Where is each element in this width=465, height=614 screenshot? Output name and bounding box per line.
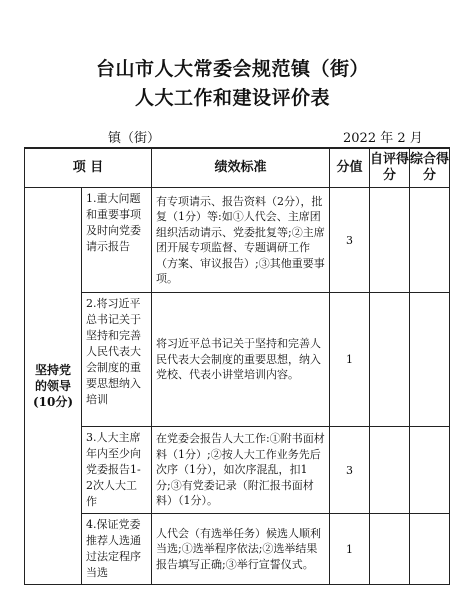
table-row — [25, 514, 450, 585]
self-score-cell — [370, 427, 410, 514]
title-line-2: 人大工作和建设评价表 — [134, 87, 330, 109]
standard-cell: 将习近平总书记关于坚持和完善人民代表大会制度的重要思想，纳入党校、代表小讲堂培训内容。 — [152, 293, 330, 427]
item-cell: 3.人大主席年内至少向党委报告1-2次人大工作 — [82, 427, 152, 514]
score-cell: 3 — [330, 427, 370, 514]
table-row — [25, 188, 450, 293]
date-label: 2022 年 2 月 — [343, 131, 423, 146]
table-header-row — [25, 148, 450, 188]
total-score-cell — [410, 427, 450, 514]
header-item: 项 目 — [25, 148, 152, 188]
self-score-cell — [370, 188, 410, 293]
score-cell: 1 — [330, 293, 370, 427]
item-cell: 4.保证党委推荐人选通过法定程序当选 — [82, 514, 152, 585]
total-score-cell — [410, 293, 450, 427]
standard-cell: 有专项请示、报告资料（2分），批复（1分）等:如①人代会、主席团组织活动请示、党委批复等;②主席团开展专项监督、专题调研工作（方案、审议报告）;③其他重要事项。 — [152, 188, 330, 293]
score-cell: 3 — [330, 188, 370, 293]
town-label: 镇（街） — [108, 131, 161, 146]
evaluation-table — [24, 147, 450, 585]
header-total-score: 综合得分 — [410, 148, 450, 188]
total-score-cell — [410, 188, 450, 293]
title-line-1: 台山市人大常委会规范镇（街） — [95, 58, 369, 80]
score-cell: 1 — [330, 514, 370, 585]
category-cell — [25, 188, 82, 585]
item-cell: 2.将习近平总书记关于坚持和完善人民代表大会制度的重要思想纳入培训 — [82, 293, 152, 427]
standard-cell: 人代会（有选举任务）候选人顺利当选;①选举程序依法;②选举结果报告填写正确;③举行宣誓仪式。 — [152, 514, 330, 585]
self-score-cell — [370, 514, 410, 585]
self-score-cell — [370, 293, 410, 427]
header-score: 分值 — [330, 148, 370, 188]
table-row — [25, 293, 450, 427]
table-row — [25, 427, 450, 514]
header-self-score: 自评得分 — [370, 148, 410, 188]
total-score-cell — [410, 514, 450, 585]
category-points: (10分) — [32, 395, 74, 409]
item-cell: 1.重大问题和重要事项及时向党委请示报告 — [82, 188, 152, 293]
standard-cell: 在党委会报告人大工作:①附书面材料（1分）;②按人大工作业务先后次序（1分），如次序混乱，扣1分;③有党委记录（附汇报书面材料）（1分）。 — [152, 427, 330, 514]
category-name: 坚持党的领导 — [34, 363, 71, 393]
header-standard: 绩效标准 — [152, 148, 330, 188]
